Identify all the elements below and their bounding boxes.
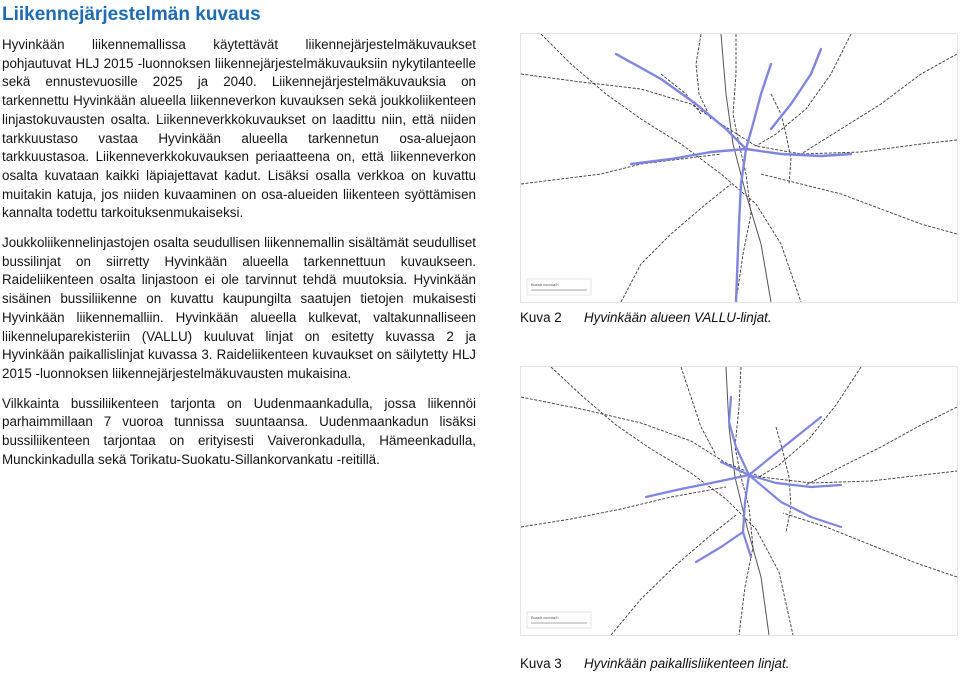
figure-caption-2 bbox=[520, 310, 772, 325]
bus-lines bbox=[616, 49, 851, 302]
figure-caption-3 bbox=[520, 656, 789, 671]
legend-label: Bussit vuoroa/h bbox=[531, 282, 559, 287]
figure-number-3: Kuva 3 bbox=[520, 656, 562, 671]
paragraph-1: Hyvinkään liikennemallissa käytettävät liikennejärjestelmäkuvaukset pohjautuvat HLJ 2015 -luonnoksen liikennejärjestelmäkuvauksiin nykytilanteelle sekä ennustevuosille 2025 ja 2040. Liikennejärjestelmäkuvauksia on tarkennettu Hyvinkään alueella liikenneverkon kuvauksen sekä joukkoliikenteen linjastokuvausten osalta. Liikenneverkkokuvaukset on laadittu niin, että niiden tarkkuustaso vastaa Hyvinkään alueella tarkennetun osa-aluejaon tarkkuustasoa. Liikenneverkkokuvauksen periaatteena on, että liikenneverkon osalta kuvataan kaikki läpiajettavat kadut. Lisäksi osalla verkkoa on kuvattu muitakin katuja, jos niiden kuvaaminen on osa-alueiden liikenteen syöttämisen kannalta todettu tarkoituksenmukaiseksi. bbox=[2, 37, 476, 221]
bus-lines bbox=[646, 397, 841, 562]
map-legend bbox=[527, 279, 591, 295]
figure-number-2: Kuva 2 bbox=[520, 310, 562, 325]
legend-label: Bussit vuoroa/h bbox=[531, 615, 559, 620]
figure-caption-text-3: Hyvinkään paikallisliikenteen linjat. bbox=[584, 656, 790, 671]
map-figure-vallu-lines bbox=[520, 33, 958, 303]
map-legend bbox=[527, 612, 591, 628]
paragraph-2: Joukkoliikennelinjastojen osalta seudullisen liikennemallin sisältämät seudulliset bussilinjat on siirretty Hyvinkään alueella tarkennettuun kuvaukseen. Raideliikenteen osalta linjastoon ei ole tarvinnut tehdä muutoksia. Hyvinkään sisäinen bussiliikenne on kuvattu kaupungilta saatujen tietojen mukaisesti Hyvinkään liikennemalliin. Hyvinkään alueella kulkevat, valtakunnalliseen liikenneluparekisteriin (VALLU) kuuluvat linjat on esitetty kuvassa 2 ja Hyvinkään paikallislinjat kuvassa 3. Raideliikenteen kuvaukset on säilytetty HLJ 2015 -luonnoksen liikennejärjestelmäkuvausten mukaisina. bbox=[2, 235, 476, 381]
map-figure-local-lines bbox=[520, 366, 958, 636]
road-network bbox=[521, 367, 957, 635]
figure-caption-text-2: Hyvinkään alueen VALLU-linjat. bbox=[584, 310, 772, 325]
page-title: Liikennejärjestelmän kuvaus bbox=[2, 4, 261, 25]
local-network-map bbox=[521, 367, 957, 635]
paragraph-3: Vilkkainta bussiliikenteen tarjonta on Uudenmaankadulla, jossa liikennöi parhaimmillaan 7 vuoroa tunnissa suuntaansa. Uudenmaankadun lisäksi bussiliikenteen tarjontaa on erityisesti Vaiveronkadulla, Hämeenkadulla, Munckinkadulla sekä Torikatu-Suokatu-Sillankorvankatu -reitillä. bbox=[2, 395, 476, 467]
vallu-network-map bbox=[521, 34, 957, 302]
rail-line bbox=[721, 34, 771, 302]
body-text bbox=[2, 36, 476, 480]
